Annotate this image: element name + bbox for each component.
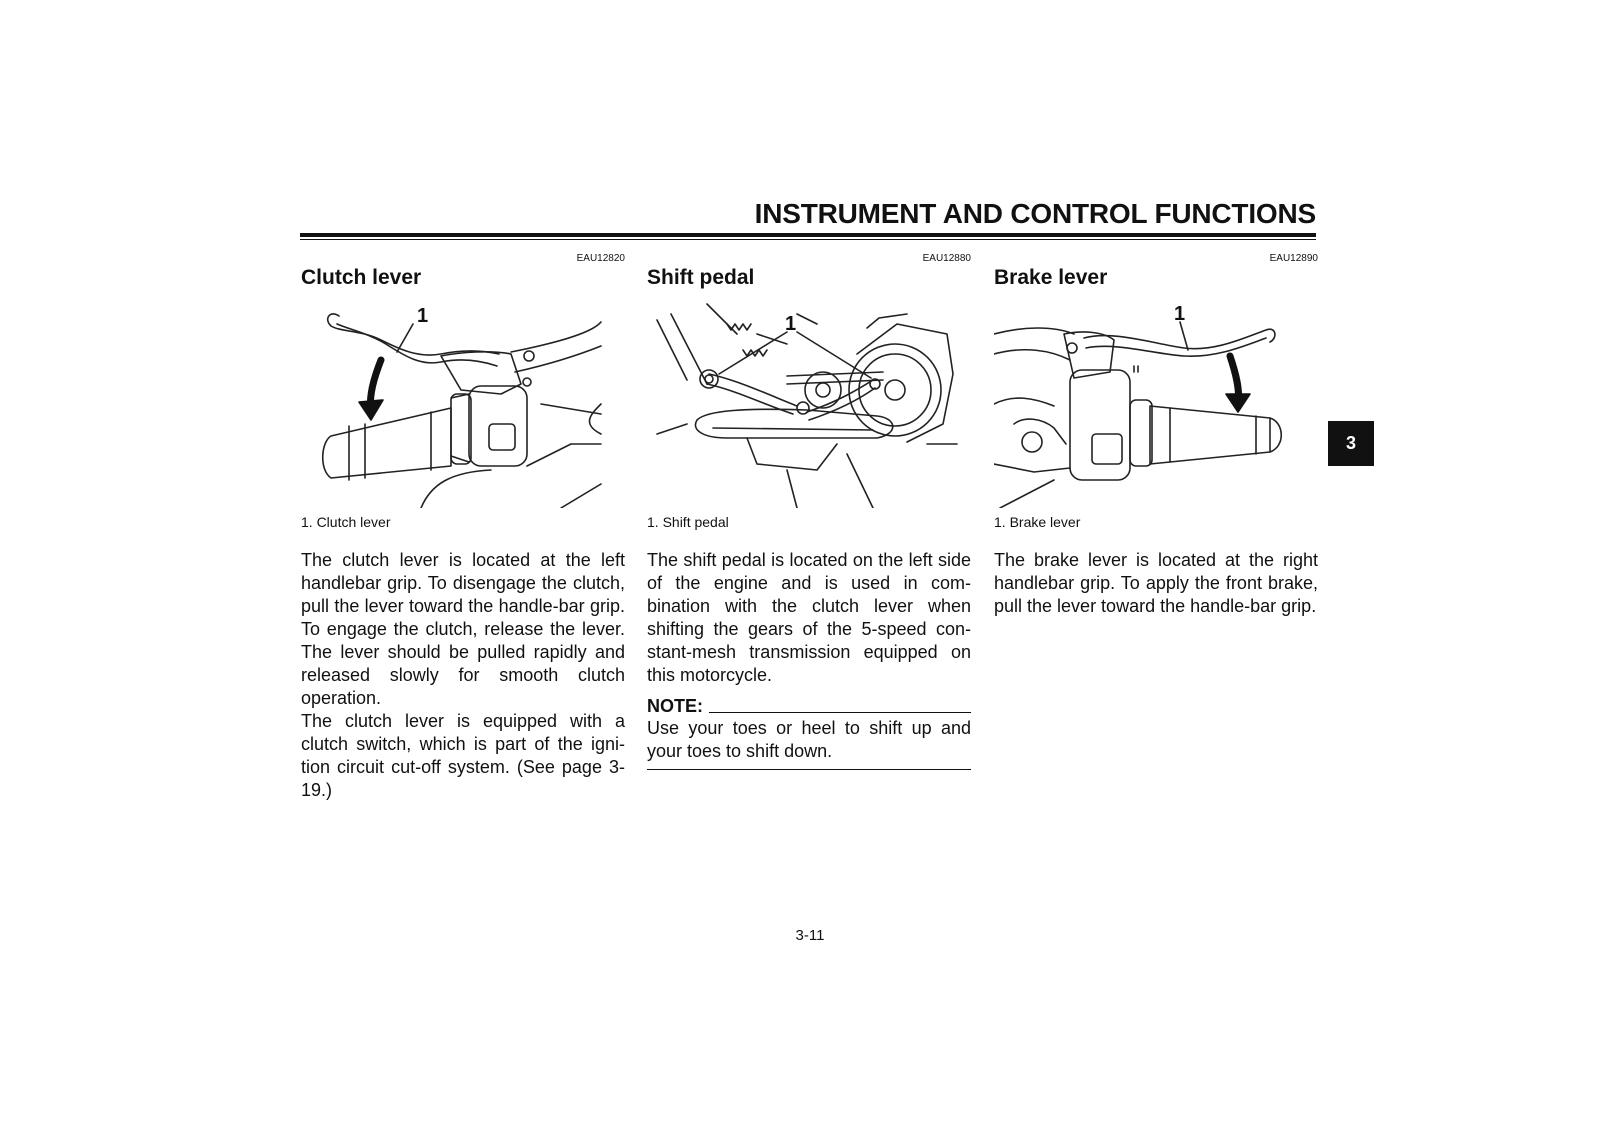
section-title: Clutch lever <box>301 266 422 289</box>
header-rule-thick <box>300 233 1316 237</box>
section-title: Shift pedal <box>647 266 755 289</box>
section-code: EAU12820 <box>576 253 625 264</box>
section-shift-pedal <box>647 252 971 770</box>
figure-callout: 1 <box>1174 303 1186 325</box>
section-code: EAU12890 <box>1269 253 1318 264</box>
note-label: NOTE: <box>647 696 703 716</box>
body-paragraph: The clutch lever is equipped with a clutch switch, which is part of the igni-tion circuit cut-off system. (See page 3-19.) <box>301 711 625 800</box>
section-brake-lever <box>994 252 1318 618</box>
figure-callout: 1 <box>417 305 429 327</box>
page-number: 3-11 <box>795 927 825 944</box>
clutch-lever-illustration <box>301 294 625 508</box>
figure-caption: 1. Clutch lever <box>301 514 391 530</box>
section-clutch-lever <box>301 252 625 802</box>
section-body <box>647 549 971 687</box>
section-title: Brake lever <box>994 266 1108 289</box>
section-body <box>301 549 625 802</box>
shift-pedal-illustration <box>647 294 971 508</box>
note-text: Use your toes or heel to shift up and your toes to shift down. <box>647 718 971 761</box>
note-header <box>647 695 971 717</box>
figure-callout: 1 <box>785 313 797 335</box>
body-paragraph: The shift pedal is located on the left side of the engine and is used in com-bination with the clutch lever when shifting the gears of the 5-speed con-stant-mesh transmission equipped on this motorcycle. <box>647 550 971 685</box>
brake-lever-illustration <box>994 294 1318 508</box>
body-paragraph: The clutch lever is located at the left handlebar grip. To disengage the clutch, pull the lever toward the handle-bar grip. To engage the clutch, release the lever. The lever should be pulled rapidly and released slowly for smooth clutch operation. <box>301 550 625 708</box>
figure-caption: 1. Brake lever <box>994 514 1081 530</box>
body-paragraph: The brake lever is located at the right handlebar grip. To apply the front brake, pull the lever toward the handle-bar grip. <box>994 550 1318 616</box>
section-body <box>994 549 1318 618</box>
figure-caption: 1. Shift pedal <box>647 514 729 530</box>
note-end-rule <box>647 769 971 770</box>
header-rule-thin <box>300 239 1316 240</box>
note-rule <box>709 712 971 713</box>
chapter-tab: 3 <box>1328 421 1374 466</box>
section-code: EAU12880 <box>922 253 971 264</box>
page-title: INSTRUMENT AND CONTROL FUNCTIONS <box>754 198 1316 229</box>
